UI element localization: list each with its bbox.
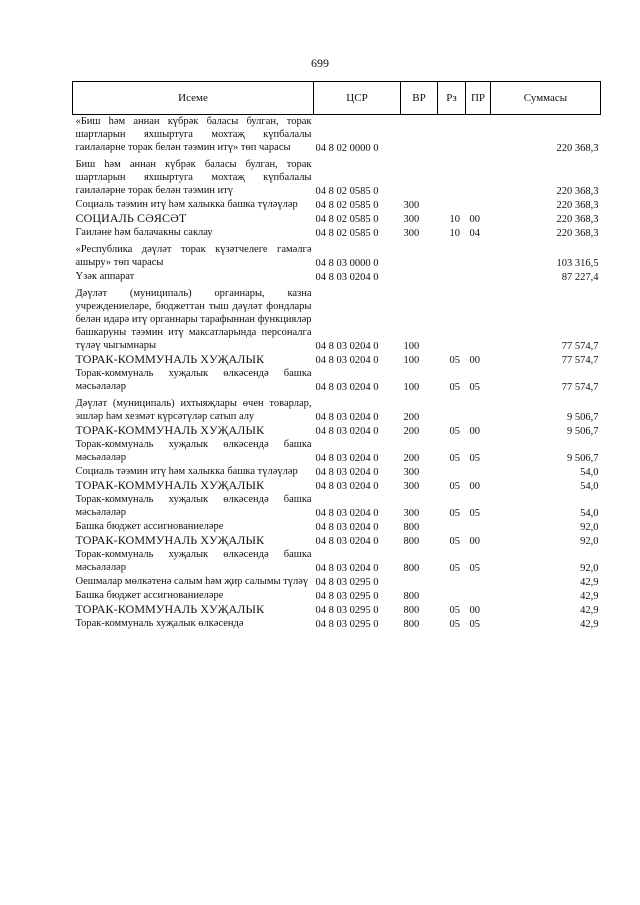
cell-code: 04 8 03 0204 0	[315, 382, 379, 393]
cell-pr: 04	[469, 228, 480, 239]
cell-name: ТОРАК-КОММУНАЛЬ ХУҖАЛЫК	[75, 602, 265, 616]
table-header	[73, 82, 601, 115]
cell-name: «Биш һәм аннан күбрәк баласы булган, торак шартларын яхшыртуга мохтаҗ күпбалалы гаиләләрне торак белән тәэмин итү» төп чарасы	[75, 116, 312, 153]
cell-code: 04 8 03 0000 0	[315, 258, 379, 269]
cell-vr	[401, 115, 438, 156]
cell-rz: 05	[449, 605, 460, 616]
cell-name: СОЦИАЛЬ СӘЯСӘТ	[75, 211, 187, 225]
cell-sum: 87 227,4	[561, 272, 599, 283]
cell-sum: 9 506,7	[567, 412, 599, 423]
cell-name: Дәүләт (муниципаль) органнары, казна учреждениеләре, бюджеттан тыш дәүләт фондлары белән идарә итү органнары тарафыннан функцияләр башкаруны тәэмин итү максатларында персоналга түләү чыгымнары	[75, 288, 312, 351]
cell-rz: 05	[449, 619, 460, 630]
cell-pr	[466, 520, 491, 534]
cell-name: ТОРАК-КОММУНАЛЬ ХУҖАЛЫК	[75, 533, 265, 547]
cell-rz	[438, 270, 466, 284]
cell-sum: 9 506,7	[567, 453, 599, 464]
table-row	[73, 367, 601, 394]
table-row	[73, 575, 601, 589]
header-sum: Суммасы	[491, 82, 601, 115]
table-row	[73, 603, 601, 617]
cell-pr	[466, 465, 491, 479]
table-row	[73, 284, 601, 353]
table-row	[73, 589, 601, 603]
cell-pr	[466, 155, 491, 198]
cell-code: 04 8 03 0204 0	[315, 563, 379, 574]
table-row	[73, 212, 601, 226]
header-code: ЦСР	[314, 82, 401, 115]
table-row	[73, 438, 601, 465]
cell-vr: 200	[403, 412, 420, 423]
cell-sum: 42,9	[580, 591, 599, 602]
cell-name: ТОРАК-КОММУНАЛЬ ХУҖАЛЫК	[75, 423, 265, 437]
cell-name: Биш һәм аннан күбрәк баласы булган, торак шартларын яхшыртуга мохтаҗ күпбалалы гаиләләрне торак белән тәэмин итү	[75, 159, 312, 196]
cell-sum: 220 368,3	[556, 214, 599, 225]
cell-rz	[438, 284, 466, 353]
cell-code: 04 8 03 0204 0	[315, 536, 379, 547]
cell-name: Дәүләт (муниципаль) ихтыяҗлары өчен товарлар, эшләр һәм хезмәт күрсәтүләр сатып алу	[75, 398, 312, 422]
cell-code: 04 8 02 0000 0	[315, 143, 379, 154]
cell-vr: 300	[403, 200, 420, 211]
cell-vr	[401, 270, 438, 284]
cell-rz	[438, 575, 466, 589]
cell-sum: 92,0	[580, 522, 599, 533]
cell-sum: 77 574,7	[561, 341, 599, 352]
cell-rz	[438, 465, 466, 479]
cell-code: 04 8 02 0585 0	[315, 228, 379, 239]
cell-pr	[466, 240, 491, 270]
cell-code: 04 8 03 0204 0	[315, 355, 379, 366]
cell-sum: 42,9	[580, 619, 599, 630]
cell-name: Гаиләне һәм балачакны саклау	[75, 227, 213, 238]
cell-vr: 300	[403, 481, 420, 492]
cell-rz	[438, 589, 466, 603]
cell-pr: 05	[469, 563, 480, 574]
cell-vr: 100	[403, 382, 420, 393]
cell-code: 04 8 03 0204 0	[315, 467, 379, 478]
cell-vr: 200	[403, 453, 420, 464]
cell-code: 04 8 02 0585 0	[315, 214, 379, 225]
cell-sum: 9 506,7	[567, 426, 599, 437]
cell-rz: 05	[449, 355, 460, 366]
cell-sum: 54,0	[580, 481, 599, 492]
cell-name: Оешмалар мөлкәтенә салым һәм җир салымы түләү	[75, 576, 309, 587]
cell-vr: 300	[403, 228, 420, 239]
cell-code: 04 8 03 0204 0	[315, 453, 379, 464]
cell-name: Үзәк аппарат	[75, 271, 135, 282]
cell-pr	[466, 575, 491, 589]
cell-rz	[438, 240, 466, 270]
cell-code: 04 8 03 0295 0	[315, 577, 379, 588]
cell-pr: 00	[469, 481, 480, 492]
cell-rz: 05	[449, 508, 460, 519]
table-row	[73, 115, 601, 156]
cell-vr: 200	[403, 426, 420, 437]
table-row	[73, 534, 601, 548]
cell-pr: 00	[469, 426, 480, 437]
cell-rz	[438, 155, 466, 198]
cell-pr	[466, 270, 491, 284]
cell-vr	[401, 240, 438, 270]
cell-sum: 103 316,5	[556, 258, 599, 269]
cell-pr: 00	[469, 214, 480, 225]
cell-vr: 800	[403, 522, 420, 533]
cell-sum: 92,0	[580, 536, 599, 547]
cell-code: 04 8 03 0204 0	[315, 412, 379, 423]
cell-vr: 800	[403, 536, 420, 547]
cell-sum: 54,0	[580, 508, 599, 519]
cell-code: 04 8 02 0585 0	[315, 186, 379, 197]
cell-sum: 42,9	[580, 577, 599, 588]
cell-rz: 05	[449, 382, 460, 393]
cell-vr	[401, 575, 438, 589]
table-row	[73, 548, 601, 575]
table-row	[73, 424, 601, 438]
table-row	[73, 270, 601, 284]
cell-rz	[438, 198, 466, 212]
cell-vr: 800	[403, 619, 420, 630]
cell-pr: 05	[469, 382, 480, 393]
cell-sum: 77 574,7	[561, 355, 599, 366]
cell-rz: 10	[449, 228, 460, 239]
cell-rz: 10	[449, 214, 460, 225]
cell-code: 04 8 03 0204 0	[315, 481, 379, 492]
cell-pr: 00	[469, 605, 480, 616]
cell-code: 04 8 03 0204 0	[315, 272, 379, 283]
cell-name: Торак-коммуналь хуҗалык өлкәсендә башка мәсьәләләр	[75, 368, 312, 392]
cell-rz: 05	[449, 481, 460, 492]
cell-name: Торак-коммуналь хуҗалык өлкәсендә башка мәсьәләләр	[75, 494, 312, 518]
table-row	[73, 353, 601, 367]
cell-rz: 05	[449, 426, 460, 437]
cell-vr: 300	[403, 467, 420, 478]
cell-code: 04 8 03 0204 0	[315, 522, 379, 533]
cell-vr: 300	[403, 508, 420, 519]
cell-code: 04 8 03 0295 0	[315, 605, 379, 616]
cell-sum: 220 368,3	[556, 186, 599, 197]
cell-vr: 800	[403, 563, 420, 574]
cell-code: 04 8 03 0295 0	[315, 591, 379, 602]
cell-sum: 220 368,3	[556, 143, 599, 154]
cell-vr: 800	[403, 591, 420, 602]
table-row	[73, 155, 601, 198]
cell-vr: 100	[403, 341, 420, 352]
table-row	[73, 226, 601, 240]
cell-name: ТОРАК-КОММУНАЛЬ ХУҖАЛЫК	[75, 478, 265, 492]
cell-pr: 00	[469, 355, 480, 366]
table-row	[73, 493, 601, 520]
table-row	[73, 479, 601, 493]
cell-sum: 92,0	[580, 563, 599, 574]
table-row	[73, 240, 601, 270]
cell-pr	[466, 284, 491, 353]
table-row	[73, 465, 601, 479]
header-rz: Рз	[438, 82, 466, 115]
cell-name: Башка бюджет ассигнованиеләре	[75, 521, 224, 532]
cell-sum: 77 574,7	[561, 382, 599, 393]
cell-rz: 05	[449, 453, 460, 464]
cell-pr: 00	[469, 536, 480, 547]
header-name: Исеме	[73, 82, 314, 115]
cell-name: «Республика дәүләт торак күзәтчелеге гамәлгә ашыру» төп чарасы	[75, 244, 312, 268]
header-vr: ВР	[401, 82, 438, 115]
cell-name: Торак-коммуналь хуҗалык өлкәсендә башка мәсьәләләр	[75, 549, 312, 573]
cell-pr	[466, 394, 491, 424]
header-pr: ПР	[466, 82, 491, 115]
cell-name: Социаль тәэмин итү һәм халыкка башка түләүләр	[75, 199, 298, 210]
cell-pr: 05	[469, 453, 480, 464]
budget-table	[72, 81, 601, 631]
cell-code: 04 8 03 0204 0	[315, 426, 379, 437]
cell-vr: 100	[403, 355, 420, 366]
cell-vr: 800	[403, 605, 420, 616]
cell-rz: 05	[449, 536, 460, 547]
cell-rz	[438, 115, 466, 156]
cell-vr: 300	[403, 214, 420, 225]
cell-sum: 54,0	[580, 467, 599, 478]
cell-sum: 42,9	[580, 605, 599, 616]
cell-code: 04 8 03 0204 0	[315, 508, 379, 519]
cell-name: ТОРАК-КОММУНАЛЬ ХУҖАЛЫК	[75, 352, 265, 366]
cell-name: Торак-коммуналь хуҗалык өлкәсендә	[75, 618, 244, 629]
cell-pr	[466, 589, 491, 603]
cell-vr	[401, 155, 438, 198]
cell-rz	[438, 394, 466, 424]
cell-name: Социаль тәэмин итү һәм халыкка башка түләүләр	[75, 466, 298, 477]
cell-code: 04 8 03 0295 0	[315, 619, 379, 630]
cell-pr: 05	[469, 508, 480, 519]
table-row	[73, 394, 601, 424]
cell-pr	[466, 115, 491, 156]
cell-code: 04 8 03 0204 0	[315, 341, 379, 352]
cell-name: Башка бюджет ассигнованиеләре	[75, 590, 224, 601]
table-row	[73, 617, 601, 631]
cell-name: Торак-коммуналь хуҗалык өлкәсендә башка мәсьәләләр	[75, 439, 312, 463]
table-row	[73, 520, 601, 534]
table-body	[73, 115, 601, 632]
page-number: 699	[311, 56, 329, 70]
table-row	[73, 198, 601, 212]
cell-rz: 05	[449, 563, 460, 574]
cell-pr	[466, 198, 491, 212]
cell-sum: 220 368,3	[556, 228, 599, 239]
cell-code: 04 8 02 0585 0	[315, 200, 379, 211]
cell-rz	[438, 520, 466, 534]
cell-sum: 220 368,3	[556, 200, 599, 211]
cell-pr: 05	[469, 619, 480, 630]
